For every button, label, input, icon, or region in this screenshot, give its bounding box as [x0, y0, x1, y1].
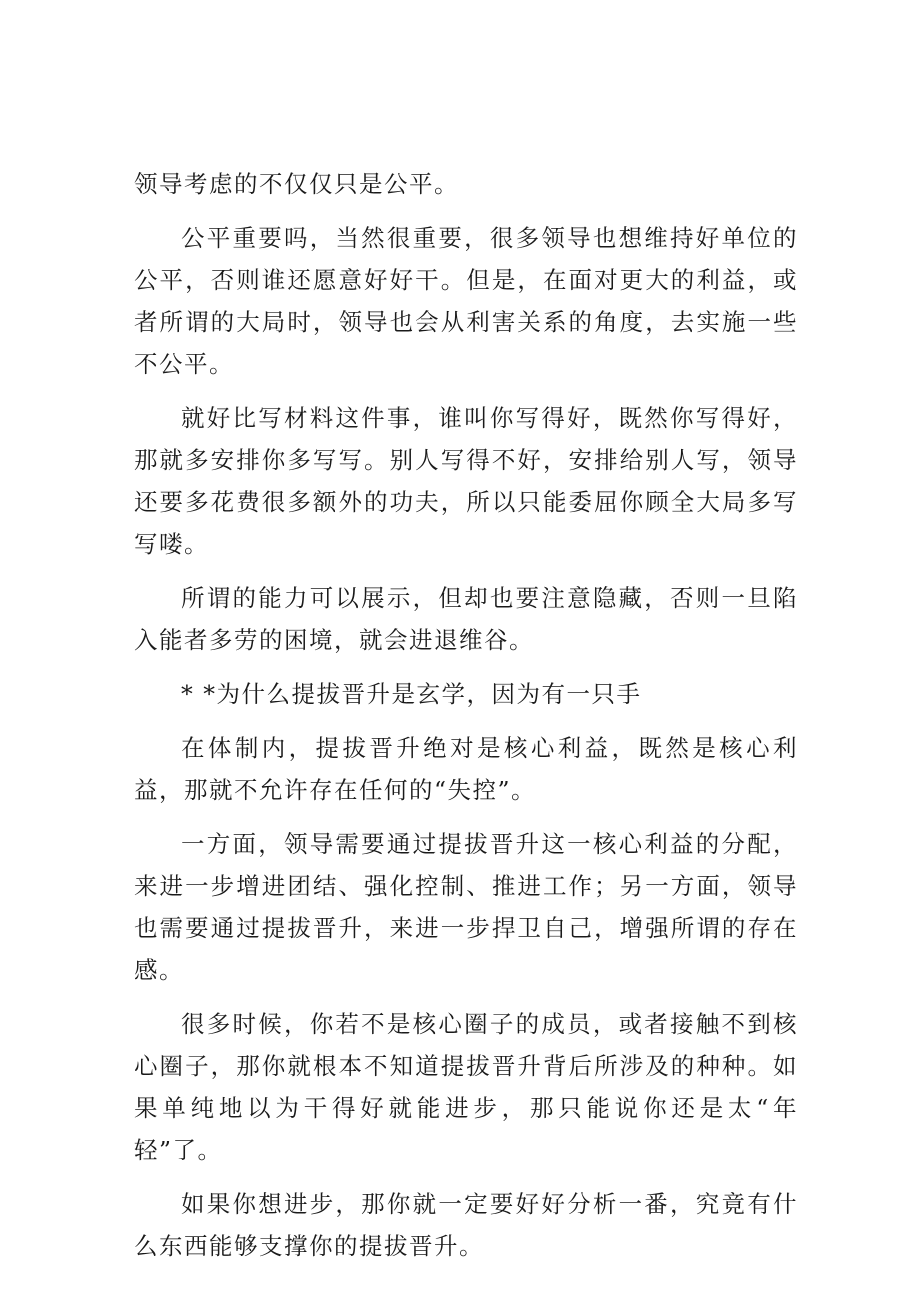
paragraph: 领导考虑的不仅仅只是公平。	[134, 170, 459, 198]
document-body	[134, 163, 798, 1279]
paragraph: 在体制内，提拔晋升绝对是核心利益，既然是核心利益，那就不允许存在任何的“失控”。	[134, 734, 798, 804]
paragraph: 如果你想进步，那你就一定要好好分析一番，究竟有什么东西能够支撑你的提拔晋升。	[134, 1190, 798, 1260]
paragraph: 很多时候，你若不是核心圈子的成员，或者接触不到核心圈子，那你就根本不知道提拔晋升背后所涉及的种种。如果单纯地以为干得好就能进步，那只能说你还是太“年轻”了。	[134, 1010, 798, 1164]
paragraph: 公平重要吗，当然很重要，很多领导也想维持好单位的公平，否则谁还愿意好好干。但是，在面对更大的利益，或者所谓的大局时，领导也会从利害关系的角度，去实施一些不公平。	[134, 224, 798, 378]
section-heading: * *为什么提拔晋升是玄学，因为有一只手	[181, 680, 642, 708]
paragraph: 就好比写材料这件事，谁叫你写得好，既然你写得好，那就多安排你多写写。别人写得不好，安排给别人写，领导还要多花费很多额外的功夫，所以只能委屈你顾全大局多写写喽。	[134, 404, 798, 558]
paragraph: 一方面，领导需要通过提拔晋升这一核心利益的分配，来进一步增进团结、强化控制、推进工作；另一方面，领导也需要通过提拔晋升，来进一步捍卫自己，增强所谓的存在感。	[134, 830, 798, 984]
paragraph: 所谓的能力可以展示，但却也要注意隐藏，否则一旦陷入能者多劳的困境，就会进退维谷。	[134, 584, 798, 654]
